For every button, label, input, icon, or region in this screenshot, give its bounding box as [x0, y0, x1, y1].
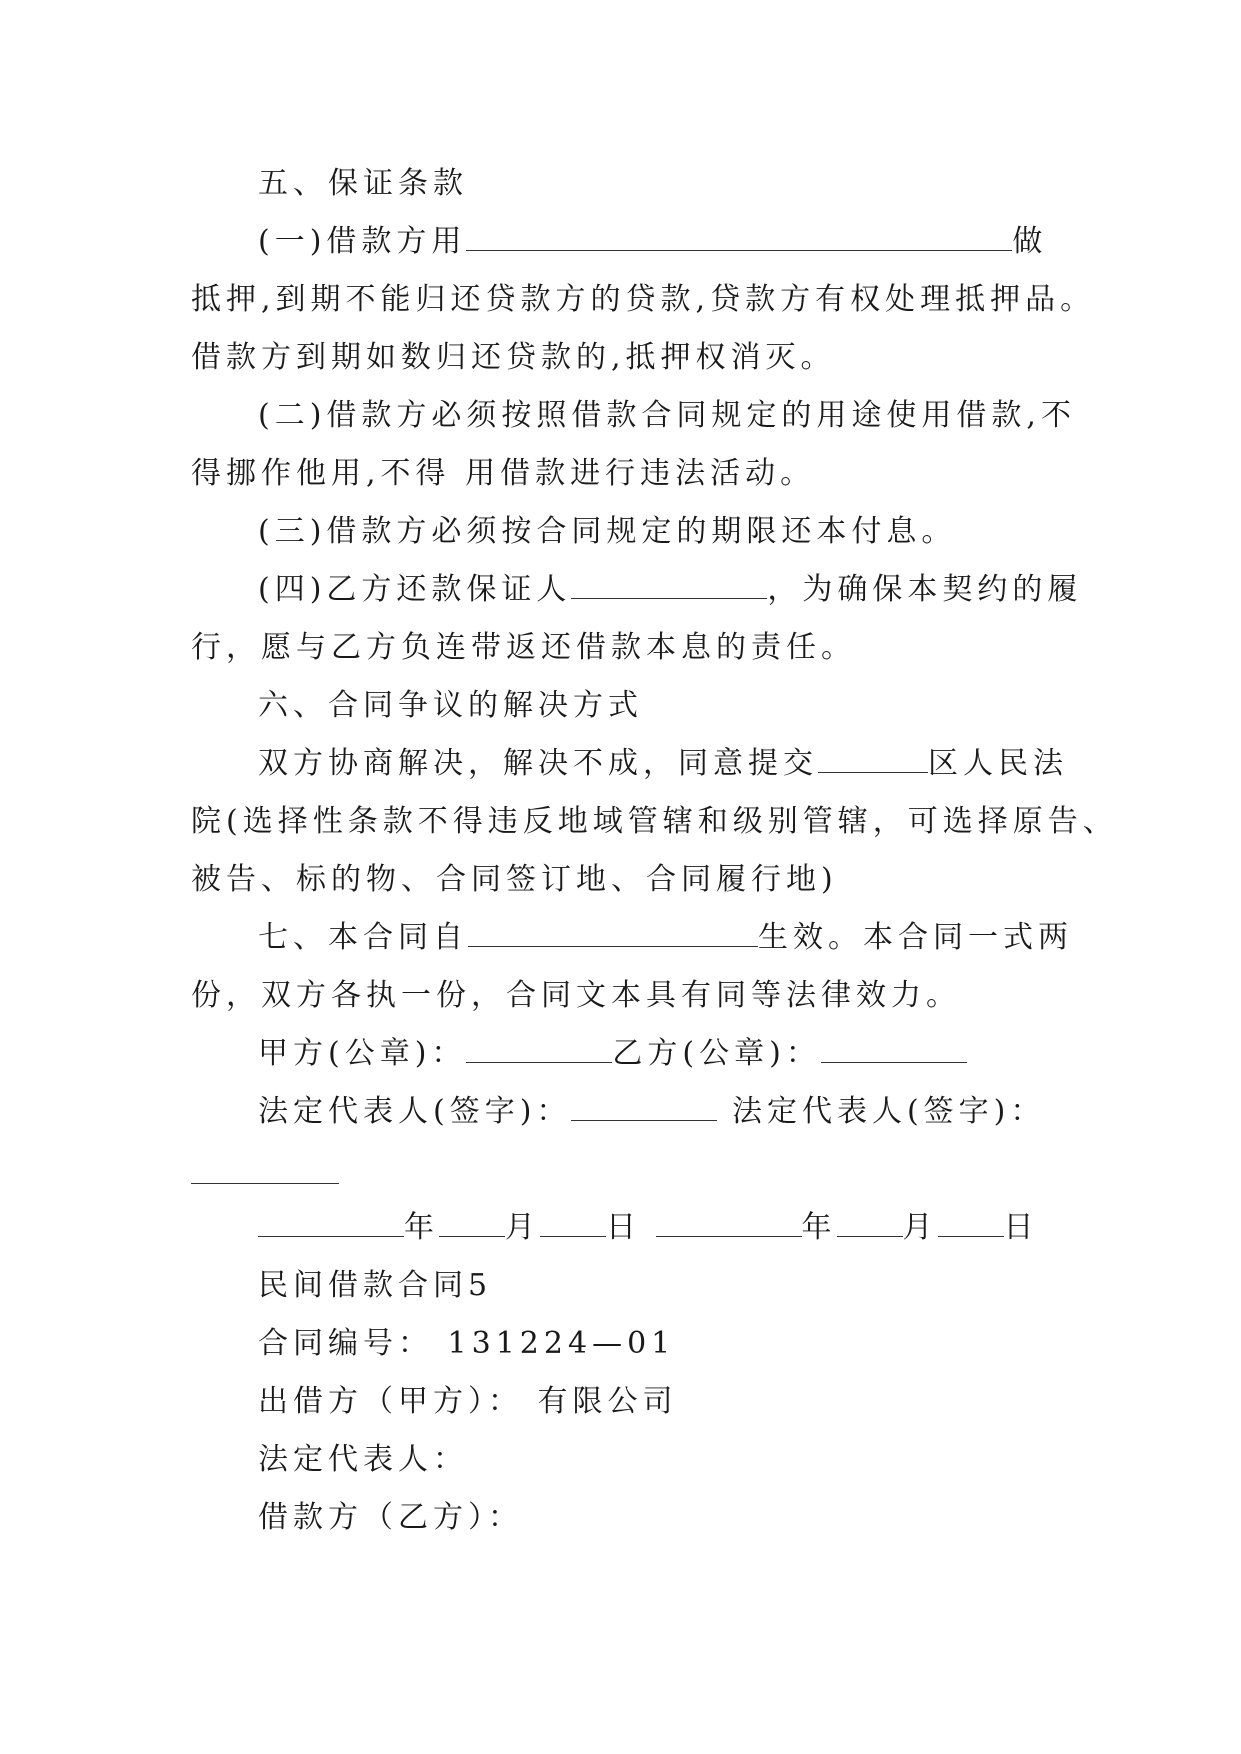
- contract-number: 合同编号： 131224—01: [258, 1326, 676, 1361]
- collateral-blank: [466, 226, 1012, 251]
- guarantor-blank: [571, 574, 767, 599]
- clause-5-3: (三)借款方必须按合同规定的期限还本付息。: [258, 514, 957, 549]
- day-b-blank: [938, 1212, 1004, 1237]
- party-a-seal-blank: [466, 1038, 612, 1063]
- month-b-blank: [837, 1212, 903, 1237]
- signing-date-line: 年 月 日 年 月 日: [258, 1208, 1039, 1248]
- rep-b-signature-blank: [191, 1183, 339, 1184]
- section-6-para-line-3: 被告、标的物、合同签订地、合同履行地): [191, 862, 838, 897]
- section-7-line-1: 七、本合同自 生效。本合同一式两: [258, 920, 1073, 955]
- section-6-para-line-2: 院(选择性条款不得违反地域管辖和级别管辖，可选择原告、: [191, 804, 1118, 839]
- lender-line: 出借方（甲方）： 有限公司: [258, 1384, 678, 1419]
- section-5-heading: 五、保证条款: [258, 166, 468, 201]
- day-a-blank: [540, 1212, 606, 1237]
- borrower-line: 借款方（乙方）：: [258, 1500, 523, 1535]
- effective-date-blank: [468, 922, 758, 947]
- court-blank: [818, 748, 928, 773]
- party-b-seal-blank: [821, 1038, 967, 1063]
- section-6-para-line-1: 双方协商解决，解决不成，同意提交 区人民法: [258, 746, 1068, 781]
- year-a-blank: [258, 1212, 404, 1237]
- party-seal-line: 甲方(公章)： 乙方(公章)：: [258, 1034, 967, 1074]
- clause-5-4-line-1: (四)乙方还款保证人 ，为确保本契约的履: [258, 572, 1083, 607]
- clause-5-1-line-1: (一)借款方用 做: [258, 224, 1048, 259]
- section-7-line-2: 份，双方各执一份，合同文本具有同等法律效力。: [191, 978, 961, 1013]
- clause-5-4-line-2: 行，愿与乙方负连带返还借款本息的责任。: [191, 630, 856, 665]
- legal-representative-line: 法定代表人：: [258, 1442, 468, 1477]
- legal-rep-signature-line: 法定代表人(签字)： 法定代表人(签字)：: [258, 1094, 1046, 1129]
- month-a-blank: [439, 1212, 505, 1237]
- year-b-blank: [656, 1212, 802, 1237]
- contract-5-title: 民间借款合同5: [258, 1268, 493, 1303]
- clause-5-1-line-3: 借款方到期如数归还贷款的,抵押权消灭。: [191, 340, 836, 375]
- clause-5-1-line-2: 抵押,到期不能归还贷款方的贷款,贷款方有权处理抵押品。: [191, 282, 1096, 317]
- section-6-heading: 六、合同争议的解决方式: [258, 688, 643, 723]
- clause-5-2-line-2: 得挪作他用,不得 用借款进行违法活动。: [191, 456, 816, 491]
- rep-a-signature-blank: [571, 1096, 717, 1121]
- clause-5-2-line-1: (二)借款方必须按照借款合同规定的用途使用借款,不: [258, 398, 1076, 433]
